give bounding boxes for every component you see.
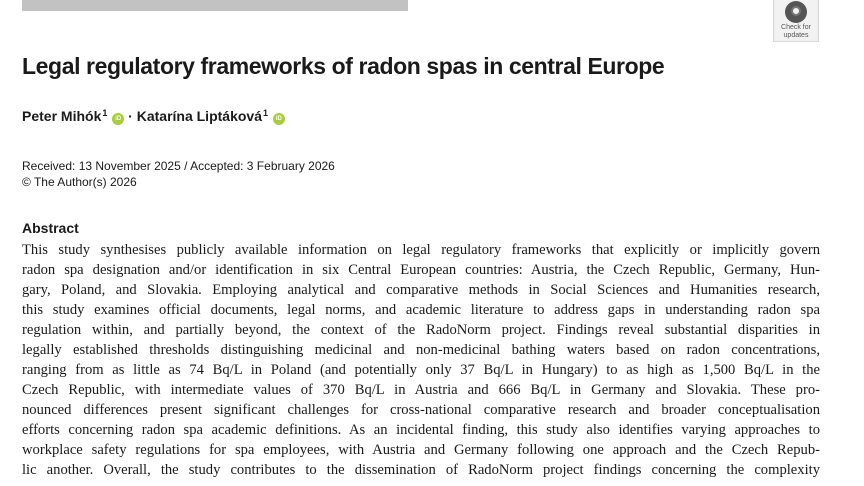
check-for-updates-label: Check for updates xyxy=(781,24,811,39)
check-for-updates-button[interactable] xyxy=(773,0,819,42)
abstract-line: regulation within, and partially beyond, the context of the RadoNorm project. Findings reveal substantial disparities in xyxy=(22,322,820,338)
author-separator: · xyxy=(128,108,133,124)
abstract-line: lic another. Overall, the study contributes to the dissemination of RadoNorm project findings concerning the complexity xyxy=(22,462,820,478)
abstract-text xyxy=(22,240,820,480)
author-affiliation: 1 xyxy=(262,108,268,118)
received-accepted-dates: Received: 13 November 2025 / Accepted: 3 February 2026 xyxy=(22,159,335,173)
abstract-line: ranging from as little as 74 Bq/L in Poland (and potentially only 37 Bq/L in Hungary) to as high as 1,500 Bq/L in the xyxy=(22,362,820,378)
abstract-line: legally established thresholds distinguishing medicinal and non-medicinal bathing waters based on radon concentrations, xyxy=(22,342,820,358)
copyright-notice: © The Author(s) 2026 xyxy=(22,175,137,189)
article-history xyxy=(22,158,335,190)
author-name: Peter Mihók xyxy=(22,108,102,124)
abstract-heading: Abstract xyxy=(22,220,79,236)
abstract-line: Czech Republic, with intermediate values of 370 Bq/L in Austria and 666 Bq/L in Germany and Slovakia. These pro- xyxy=(22,382,820,398)
author-list xyxy=(22,108,285,125)
check-for-updates-icon xyxy=(785,1,807,23)
orcid-icon[interactable]: iD xyxy=(112,113,124,125)
section-banner xyxy=(22,0,408,11)
author-affiliation: 1 xyxy=(102,108,108,118)
abstract-line: this study examines official documents, legal norms, and academic literature to address gaps in understanding radon spa xyxy=(22,302,820,318)
abstract-line: workplace safety regulations for spa employees, with Austria and Germany following one approach and the Czech Repub- xyxy=(22,442,820,458)
abstract-line: nounced differences present significant challenges for cross-national comparative research and broader conceptualisation xyxy=(22,402,820,418)
abstract-line: efforts concerning radon spa academic definitions. As an incidental finding, this study also identifies varying approaches to xyxy=(22,422,820,438)
abstract-line: gary, Poland, and Slovakia. Employing analytical and comparative methods in Social Sciences and Humanities research, xyxy=(22,282,820,298)
orcid-icon[interactable]: iD xyxy=(273,113,285,125)
abstract-line: This study synthesises publicly available information on legal regulatory frameworks that explicitly or implicitly govern xyxy=(22,242,820,258)
article-title: Legal regulatory frameworks of radon spas in central Europe xyxy=(22,53,665,79)
abstract-line: radon spa designation and/or identification in six Central European countries: Austria, the Czech Republic, Germany, Hun- xyxy=(22,262,820,278)
author-name: Katarína Liptáková xyxy=(136,108,262,124)
